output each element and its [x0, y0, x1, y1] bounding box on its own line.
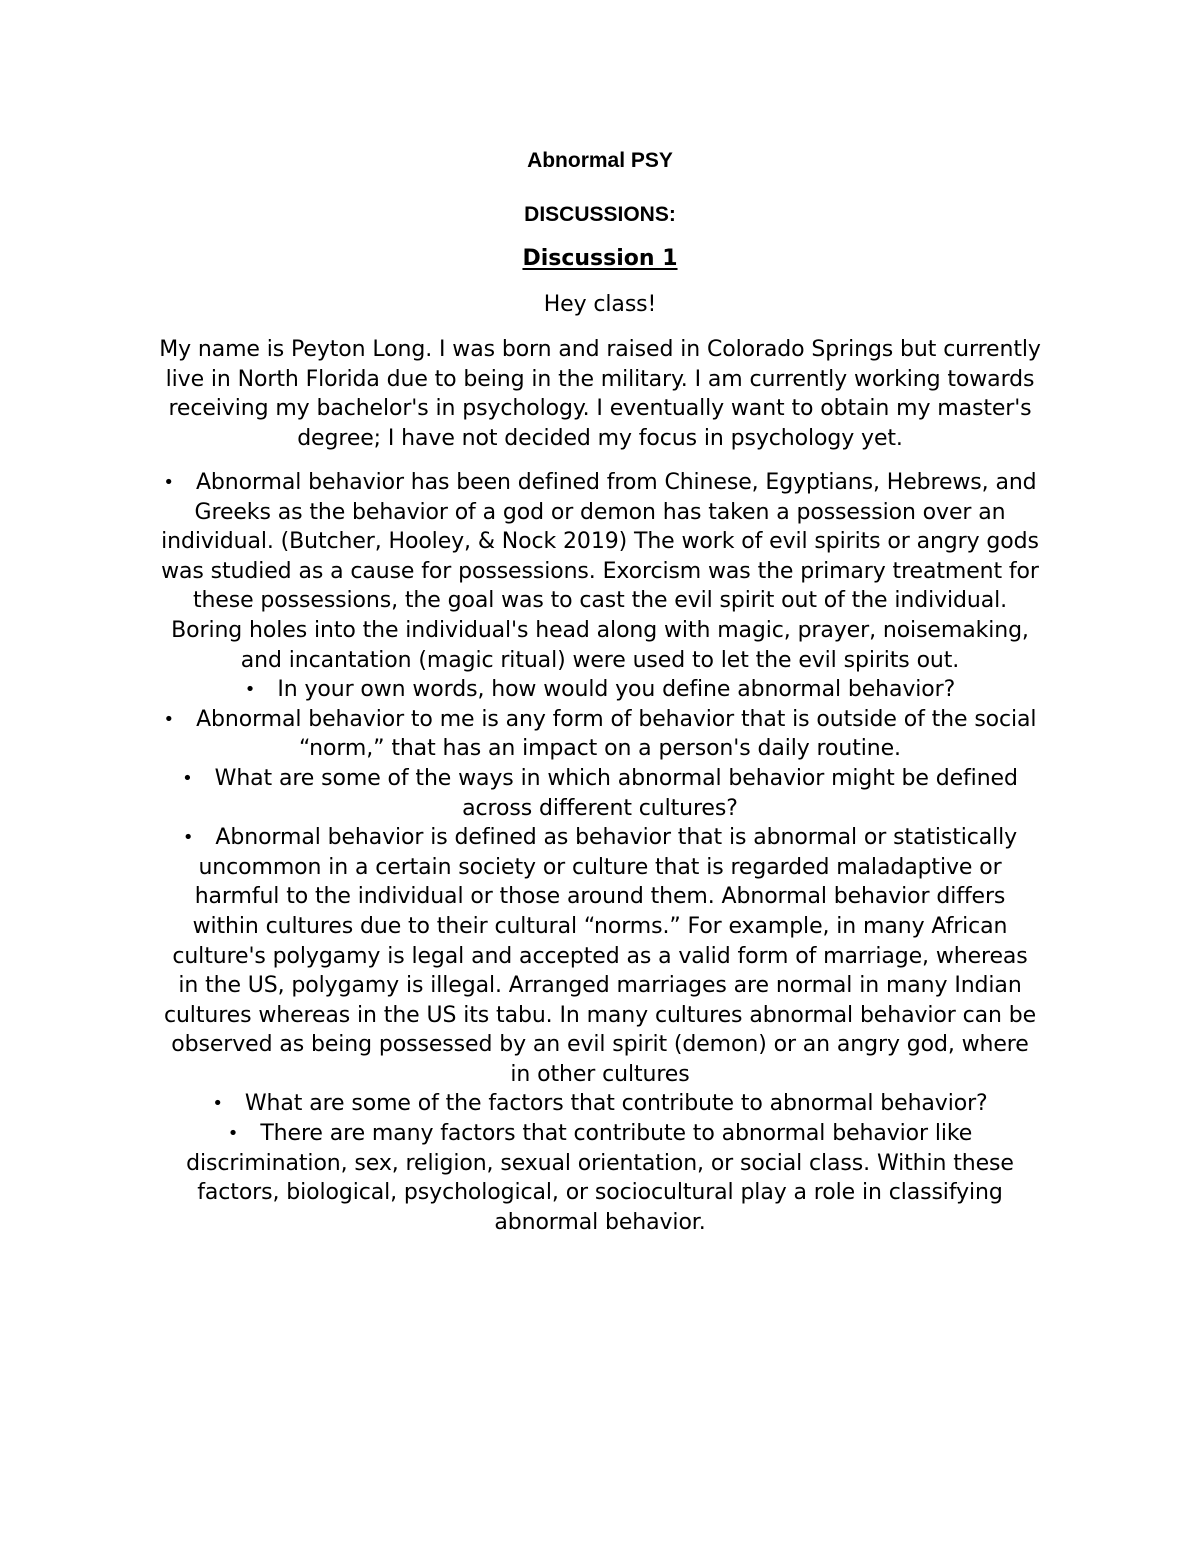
bullet-icon: •	[182, 827, 194, 849]
discussion-bullet-list	[0, 468, 1200, 1237]
bullet-icon: •	[212, 1093, 223, 1115]
bullet-item	[130, 1089, 1070, 1119]
greeting-text: Hey class!	[543, 292, 657, 317]
bullet-text: There are many factors that contribute to abnormal behavior like discrimination, sex, religion, sexual orientation, or social class. Within these factors, biological, psychological, or sociocultural play a role in classifying abnormal behavior.	[186, 1121, 1014, 1235]
document-title: Abnormal PSY	[527, 149, 673, 172]
bullet-item	[160, 823, 1040, 1089]
bullet-icon: •	[163, 708, 175, 730]
bullet-item	[160, 1119, 1040, 1237]
section-heading: DISCUSSIONS:	[524, 203, 676, 226]
bullet-text: In your own words, how would you define abnormal behavior?	[277, 677, 956, 703]
bullet-item	[150, 764, 1050, 823]
intro-paragraph: My name is Peyton Long. I was born and raised in Colorado Springs but currently live in North Florida due to being in the military. I am currently working towards receiving my bachelor's in psychology. I eventually want to obtain my master's degree; I have not decided my focus in psychology yet.	[159, 337, 1041, 451]
discussion-title: Discussion 1	[522, 246, 678, 271]
bullet-item	[160, 468, 1040, 675]
bullet-text: Abnormal behavior to me is any form of behavior that is outside of the social “norm,” that has an impact on a person's daily routine.	[196, 706, 1037, 762]
bullet-text: What are some of the ways in which abnormal behavior might be defined across different cultures?	[214, 765, 1018, 821]
bullet-text: What are some of the factors that contribute to abnormal behavior?	[244, 1091, 988, 1117]
bullet-icon: •	[227, 1123, 239, 1145]
bullet-icon: •	[163, 472, 174, 493]
bullet-icon: •	[244, 679, 256, 701]
bullet-item	[130, 705, 1070, 764]
bullet-item	[150, 675, 1050, 705]
bullet-text: Abnormal behavior has been defined from Chinese, Egyptians, Hebrews, and Greeks as the behavior of a god or demon has taken a possession over an individual. (Butcher, Hooley, & Nock 2019) The work of evil spirits or angry gods was studied as a cause for possessions. Exorcism was the primary treatment for these possessions, the goal was to cast the evil spirit out of the individual. Boring holes into the individual's head along with magic, prayer, noisemaking, and incantation (magic ritual) were used to let the evil spirits out.	[161, 470, 1039, 673]
bullet-text: Abnormal behavior is defined as behavior that is abnormal or statistically uncommon in a certain society or culture that is regarded maladaptive or harmful to the individual or those around them. Abnormal behavior differs within cultures due to their cultural “norms.” For example, in many African culture's polygamy is legal and accepted as a valid form of marriage, whereas in the US, polygamy is illegal. Arranged marriages are normal in many Indian cultures whereas in the US its tabu. In many cultures abnormal behavior can be observed as being possessed by an evil spirit (demon) or an angry god, where in other cultures	[163, 825, 1037, 1087]
bullet-icon: •	[182, 767, 193, 789]
